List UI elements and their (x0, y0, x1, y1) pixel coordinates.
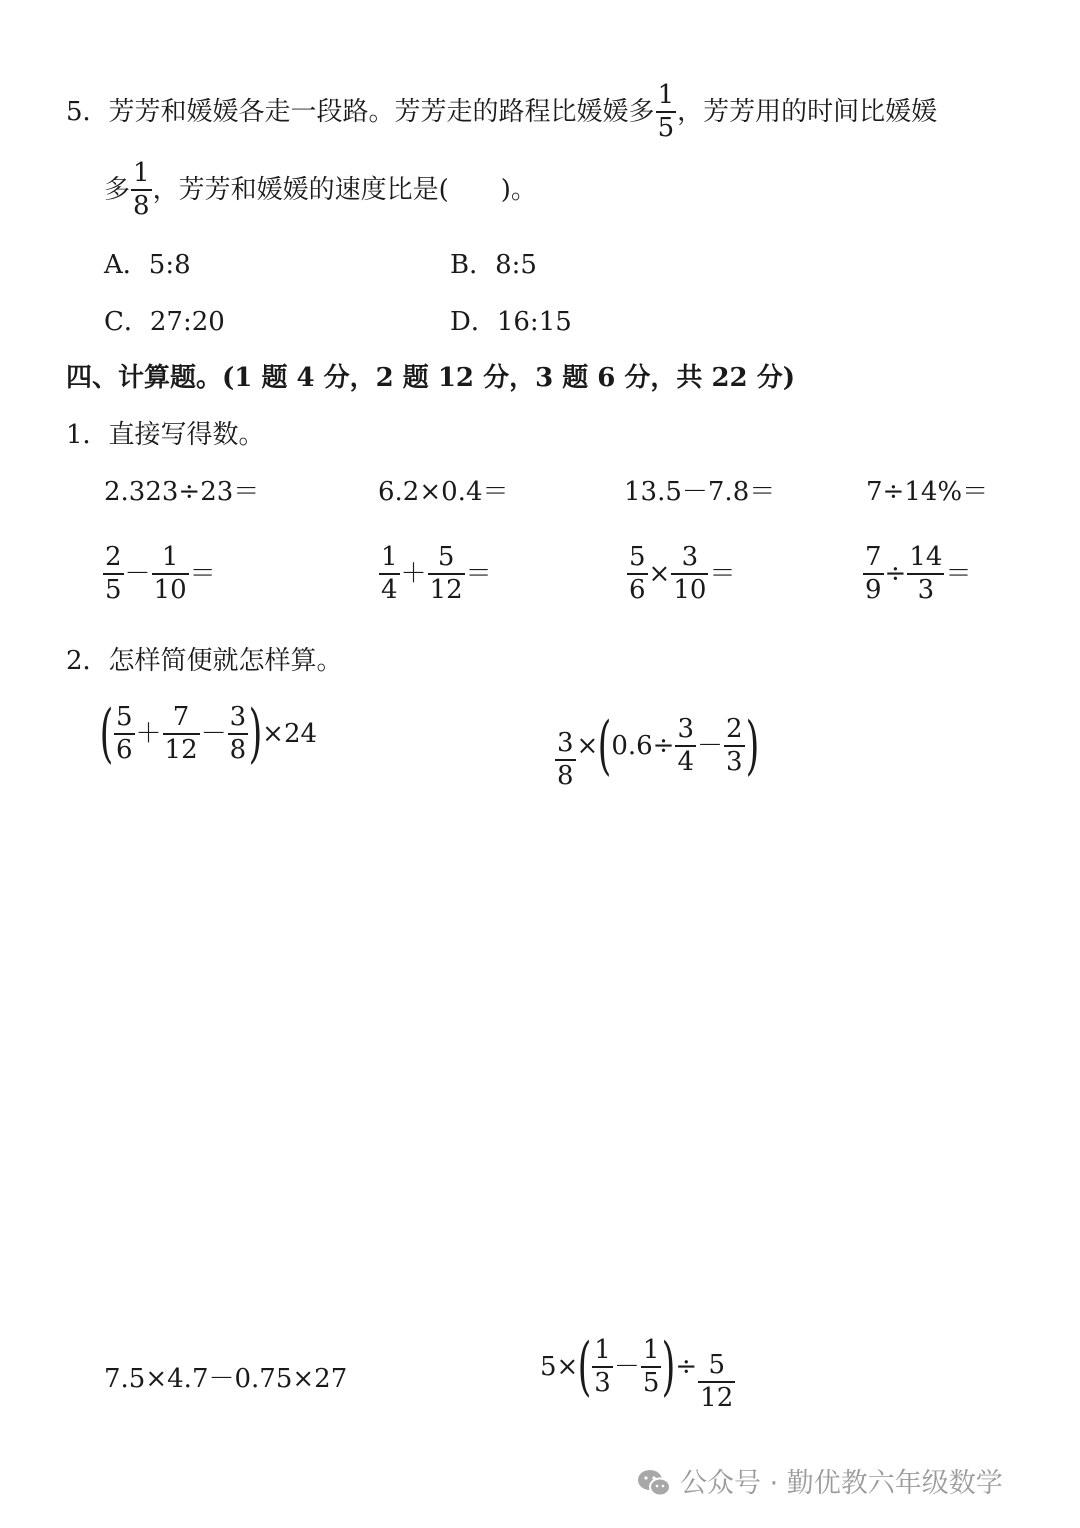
q1-expr-1: 2.323÷23＝ (104, 477, 260, 507)
q2-title: 2．怎样简便就怎样算。 (66, 646, 343, 676)
operator: ＋ (135, 719, 162, 749)
fraction: $\frac{1}{10}$ (153, 542, 187, 606)
operator: － (613, 1352, 640, 1383)
q2-expr-1 (99, 697, 318, 771)
watermark-text: 公众号 · 勤优教六年级数学 (680, 1467, 1003, 1499)
equals: ＝ (465, 559, 492, 590)
close-paren: ) (662, 1330, 676, 1405)
option-a[interactable]: A．5:8 (104, 250, 191, 280)
q1-frac-expr-3 (626, 544, 735, 605)
fraction: $\frac{7}{9}$ (865, 542, 882, 606)
fraction: $\frac{5}{12}$ (700, 1350, 734, 1414)
fraction: $\frac{2}{5}$ (105, 542, 122, 606)
fraction: $\frac{5}{6}$ (629, 542, 646, 606)
fraction: $\frac{2}{3}$ (726, 714, 743, 778)
q2-expr-3: 7.5×4.7－0.75×27 (104, 1364, 348, 1394)
section-heading: 四、计算题。(1 题 4 分，2 题 12 分，3 题 6 分，共 22 分) (66, 363, 795, 393)
q5-text-2a: 多 (104, 175, 131, 206)
q1-frac-expr-2 (378, 544, 492, 605)
close-paren: ) (745, 709, 759, 784)
operator: ÷ (884, 559, 907, 590)
equals: ＝ (945, 559, 972, 590)
fraction: $\frac{1}{3}$ (594, 1335, 611, 1399)
open-paren: ( (577, 1330, 592, 1405)
operator: ÷ (675, 1352, 698, 1383)
option-d[interactable]: D．16:15 (450, 307, 572, 337)
operator: － (200, 719, 227, 749)
equals: ＝ (709, 559, 736, 590)
q1-expr-4: 7÷14%＝ (866, 477, 989, 507)
decimal-term: 0.6÷ (611, 731, 675, 762)
q5-line-2 (104, 160, 537, 221)
fraction: $\frac{5}{12}$ (429, 542, 463, 606)
close-paren: ) (248, 697, 263, 771)
q5-text-1a: 芳芳和媛媛各走一段路。芳芳走的路程比媛媛多 (108, 97, 655, 128)
q1-frac-expr-1 (102, 544, 216, 605)
fraction: $\frac{3}{4}$ (677, 714, 694, 778)
q2-expr-2 (554, 702, 759, 791)
option-b[interactable]: B．8:5 (450, 250, 537, 280)
q5-text-2b: ，芳芳和媛媛的速度比是( )。 (152, 175, 537, 206)
fraction: $\frac{1}{5}$ (642, 1335, 660, 1399)
q1-frac-expr-4 (862, 544, 971, 605)
operator: － (697, 731, 724, 762)
fraction: $\frac{3}{8}$ (557, 728, 574, 792)
fraction: $\frac{3}{8}$ (229, 701, 247, 765)
q5-number: 5． (66, 97, 109, 128)
fraction: $\frac{3}{10}$ (673, 542, 707, 606)
fraction: $\frac{7}{12}$ (164, 701, 198, 765)
wechat-icon (636, 1468, 672, 1498)
fraction: $\frac{1}{4}$ (381, 542, 398, 606)
fraction-1-5: $\frac{1}{5}$ (657, 80, 675, 144)
fraction-1-8: $\frac{1}{8}$ (133, 158, 150, 222)
fraction: $\frac{14}{3}$ (909, 542, 943, 606)
equals: ＝ (189, 559, 216, 590)
q5-text-1b: ，芳芳用的时间比媛媛 (677, 97, 938, 128)
operator: × (576, 731, 599, 762)
expr-lead: 5× (540, 1352, 579, 1383)
fraction: $\frac{5}{6}$ (115, 701, 133, 765)
q1-expr-3: 13.5－7.8＝ (624, 477, 776, 507)
open-paren: ( (597, 709, 612, 784)
option-c[interactable]: C．27:20 (104, 307, 225, 337)
operator: × (648, 559, 671, 590)
q1-title: 1．直接写得数。 (66, 420, 265, 450)
q5-line-1 (66, 82, 937, 143)
q1-expr-2: 6.2×0.4＝ (378, 477, 509, 507)
operator: ＋ (400, 559, 427, 590)
q2-expr-4 (540, 1322, 736, 1413)
expr-tail: ×24 (262, 719, 318, 749)
watermark (636, 1468, 1003, 1498)
open-paren: ( (99, 697, 114, 771)
operator: － (124, 559, 151, 590)
